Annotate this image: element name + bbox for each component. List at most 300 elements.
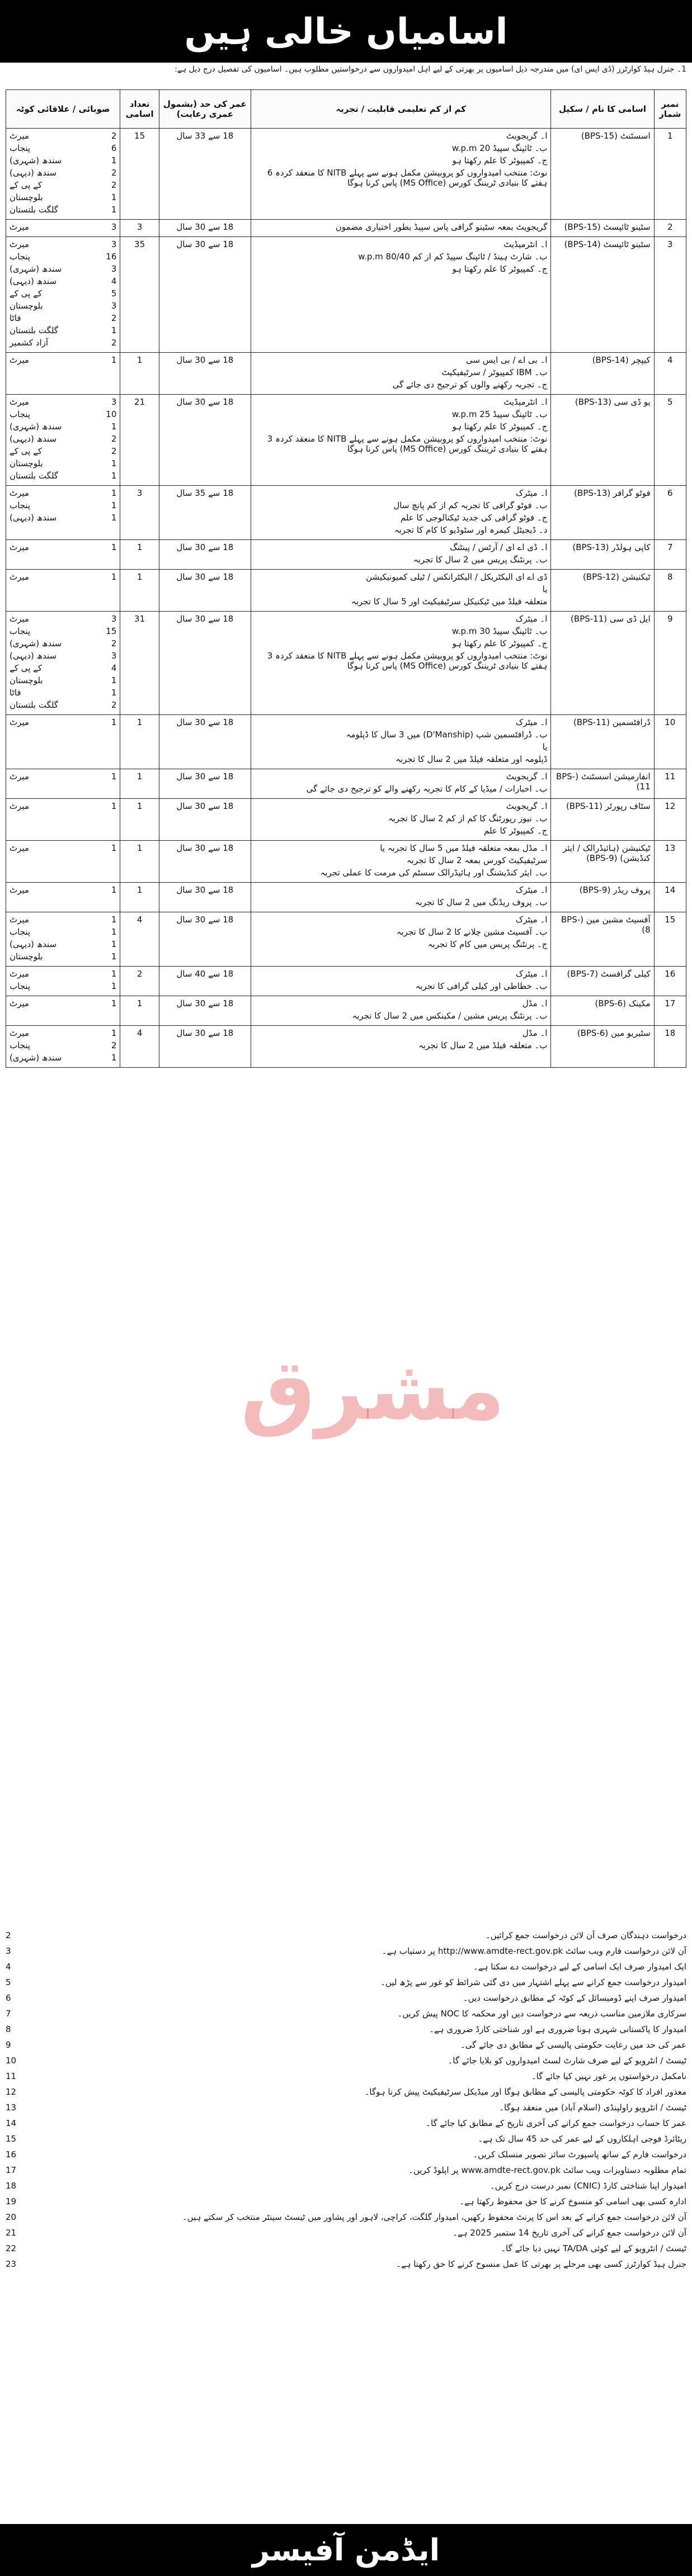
row-title: انفارمیشن اسسٹنٹ (BPS-11) [551, 769, 654, 799]
domicile-entry [10, 981, 116, 993]
row-age: 18 سے 40 سال [159, 967, 251, 996]
domicile-entry [10, 446, 116, 458]
domicile-entry [10, 180, 116, 192]
note-text: آن لائن درخواست جمع کرانے کے بعد اس کا پرنٹ محفوظ رکھیں، امیدوار گلگت، کراچی، لاہور اور پشاور میں ٹیسٹ سینٹر منتخب کر سکتے ہیں۔ [182, 2212, 686, 2222]
row-age: 18 سے 30 سال [159, 395, 251, 486]
row-domicile [6, 799, 120, 841]
domicile-seats: 1 [111, 675, 117, 685]
domicile-entry [10, 675, 116, 688]
note-number: 15 [6, 2134, 17, 2144]
note-item [6, 2163, 686, 2179]
domicile-region: میرٹ [10, 355, 29, 365]
domicile-seats: 3 [111, 301, 117, 311]
row-count: 1 [120, 769, 159, 799]
domicile-region: بلوچستان [10, 458, 43, 468]
domicile-entry [10, 717, 116, 730]
domicile-region: بلوچستان [10, 675, 43, 685]
row-domicile [6, 237, 120, 353]
note-item [6, 2023, 686, 2038]
row-age: 18 سے 30 سال [159, 841, 251, 883]
table-row [6, 353, 686, 395]
row-age: 18 سے 30 سال [159, 912, 251, 967]
domicile-entry [10, 688, 116, 700]
domicile-seats: 2 [111, 446, 117, 456]
row-age: 18 سے 30 سال [159, 612, 251, 715]
note-text: معذور افراد کا کوٹہ حکومتی پالیسی کے مطابق ہوگا اور میڈیکل سرٹیفیکیٹ پیش کرنا ہوگا۔ [364, 2087, 686, 2097]
domicile-entry [10, 572, 116, 584]
row-qualification [251, 769, 551, 799]
domicile-seats: 1 [111, 981, 117, 991]
domicile-region: پنجاب [10, 626, 31, 636]
domicile-entry [10, 638, 116, 651]
note-item [6, 2132, 686, 2148]
row-qualification [251, 540, 551, 570]
row-num: 1 [654, 129, 686, 220]
row-age: 18 سے 30 سال [159, 353, 251, 395]
row-qualification [251, 967, 551, 996]
row-qualification [251, 841, 551, 883]
row-count: 4 [120, 912, 159, 967]
domicile-entry [10, 239, 116, 252]
row-num: 7 [654, 540, 686, 570]
row-num: 11 [654, 769, 686, 799]
note-item [6, 2179, 686, 2195]
table-row [6, 395, 686, 486]
row-num: 17 [654, 996, 686, 1026]
row-age: 18 سے 30 سال [159, 237, 251, 353]
note-number: 14 [6, 2118, 17, 2128]
domicile-entry [10, 969, 116, 981]
note-text: درخواست فارم کے ساتھ پاسپورٹ سائز تصویر منسلک کریں۔ [473, 2149, 686, 2160]
table-row [6, 612, 686, 715]
qualification-line: ب۔ نیوز رپورٹنگ کا کم از کم 2 سال کا تجربہ [388, 813, 548, 823]
row-title: مکینک (BPS-6) [551, 996, 654, 1026]
row-title: ڈرافٹسمین (BPS-11) [551, 715, 654, 769]
qualification-line: ج۔ کمپیوٹر کا علم رکھتا ہو [452, 155, 548, 165]
domicile-region: بلوچستان [10, 192, 43, 202]
domicile-seats: 10 [106, 409, 117, 419]
qualification-line: ج۔ کمپیوٹر کا علم رکھتا ہو [452, 264, 548, 274]
domicile-entry [10, 355, 116, 367]
domicile-region: سندھ (دیہی) [10, 651, 57, 661]
qualification-line: د۔ ڈیجیٹل کیمرہ اور سٹوڈیو کا کام کا تجربہ [394, 525, 548, 535]
note-text: امیدوار اپنا شناختی کارڈ (CNIC) نمبر درست درج کریں۔ [489, 2181, 686, 2191]
qualification-line: ب۔ ایئر کنڈیشنگ اور ہائیڈرالک سسٹم کی مرمت کا عملی تجربہ [320, 868, 548, 878]
note-number: 21 [6, 2228, 17, 2238]
header-age: عمر کی حد (بشمول عمری رعایت) [159, 90, 251, 129]
domicile-region: پنجاب [10, 927, 31, 937]
row-age: 18 سے 30 سال [159, 715, 251, 769]
domicile-entry [10, 434, 116, 446]
row-count: 4 [120, 1026, 159, 1068]
domicile-region: فاٹا [10, 313, 21, 323]
domicile-entry [10, 222, 116, 234]
qualification-line: ب۔ پروف ریڈنگ میں 2 سال کا تجربہ [415, 897, 548, 907]
domicile-entry [10, 951, 116, 964]
row-num: 14 [654, 883, 686, 912]
domicile-entry [10, 801, 116, 813]
row-title: ٹیکنیشن (BPS-12) [551, 570, 654, 612]
qualification-line: ا۔ مڈل [522, 1028, 548, 1038]
domicile-entry [10, 325, 116, 338]
domicile-seats: 15 [106, 626, 117, 636]
note-number: 6 [6, 1993, 11, 2003]
row-count: 1 [120, 570, 159, 612]
domicile-seats: 1 [111, 192, 117, 202]
domicile-entry [10, 700, 116, 712]
row-num: 13 [654, 841, 686, 883]
domicile-seats: 1 [111, 969, 117, 979]
qualification-line: ڈپلومہ اور متعلقہ فیلڈ میں 2 سال کا تجربہ [396, 754, 548, 764]
row-age: 18 سے 30 سال [159, 1026, 251, 1068]
note-number: 9 [6, 2040, 11, 2050]
row-qualification [251, 912, 551, 967]
domicile-region: پنجاب [10, 409, 31, 419]
row-domicile [6, 883, 120, 912]
table-row [6, 769, 686, 799]
domicile-seats: 3 [111, 397, 117, 407]
qualification-line: ا۔ گریجویٹ [506, 801, 548, 811]
domicile-region: میرٹ [10, 222, 29, 232]
note-text: سرکاری ملازمین مناسب ذریعہ سے درخواست دیں اور محکمہ کا NOC پیش کریں۔ [397, 2009, 686, 2019]
header-qualification: کم از کم تعلیمی قابلیت / تجربہ [251, 90, 551, 129]
domicile-entry [10, 626, 116, 638]
row-count: 1 [120, 715, 159, 769]
qualification-line: ب۔ پرنٹنگ پریس میں 2 سال کا تجربہ [413, 555, 548, 565]
domicile-entry [10, 939, 116, 951]
qualification-line: ج۔ تجربہ رکھنے والوں کو ترجیح دی جائے گی [392, 380, 548, 390]
note-number: 23 [6, 2259, 17, 2269]
qualification-line: ب۔ ٹائپنگ سپیڈ 25 w.p.m [451, 409, 548, 419]
row-title: اسسٹنٹ (BPS-15) [551, 129, 654, 220]
row-domicile [6, 769, 120, 799]
row-num: 6 [654, 486, 686, 540]
row-qualification [251, 883, 551, 912]
qualification-line: ب۔ IBM کمپیوٹر / سرٹیفیکیٹ [441, 367, 548, 377]
qualification-line: یا [542, 742, 548, 752]
qualification-line: ج۔ پرنٹنگ پریس میں کام کا تجربہ [427, 939, 548, 949]
qualification-line: ب۔ ٹائپنگ سپیڈ 20 w.p.m [451, 143, 548, 153]
domicile-seats: 1 [111, 1053, 117, 1063]
note-number: 13 [6, 2103, 17, 2113]
row-domicile [6, 540, 120, 570]
domicile-seats: 1 [111, 488, 117, 498]
row-count: 1 [120, 883, 159, 912]
domicile-seats: 3 [111, 614, 117, 624]
domicile-region: میرٹ [10, 542, 29, 552]
note-text: ٹیسٹ / انٹرویو کے لیے صرف شارٹ لسٹ امیدواروں کو بلایا جائے گا۔ [448, 2056, 686, 2066]
domicile-region: سندھ (دیہی) [10, 276, 57, 286]
note-number: 12 [6, 2087, 17, 2097]
note-number: 8 [6, 2024, 11, 2034]
note-text: نامکمل درخواستوں پر غور نہیں کیا جائے گا۔ [531, 2071, 686, 2081]
row-title: کیلی گرافسٹ (BPS-7) [551, 967, 654, 996]
row-age: 18 سے 30 سال [159, 769, 251, 799]
header-count: تعداد اسامی [120, 90, 159, 129]
note-number: 19 [6, 2196, 17, 2206]
row-domicile [6, 486, 120, 540]
domicile-entry [10, 276, 116, 288]
qualification-line: ا۔ انٹرمیڈیٹ [503, 239, 548, 249]
domicile-entry [10, 301, 116, 313]
domicile-region: سندھ (دیہی) [10, 434, 57, 444]
domicile-seats: 3 [111, 239, 117, 249]
note-item [6, 2101, 686, 2116]
qualification-line: ا۔ گریجویٹ [506, 771, 548, 782]
row-count: 1 [120, 799, 159, 841]
domicile-entry [10, 998, 116, 1011]
qualification-line: نوٹ: منتخب امیدواروں کو پروبیشن مکمل ہونے سے پہلے NITB کا منعقد کردہ 6 ہفتے کا بنیادی ٹریننگ کورس (MS Office) پاس کرنا ہوگا [267, 168, 548, 188]
note-text: ریٹائرڈ فوجی اہلکاروں کے لیے عمر کی حد 45 سال تک ہے۔ [478, 2134, 686, 2144]
note-text: جنرل ہیڈ کوارٹرز کسی بھی مرحلے پر بھرتی کا عمل منسوخ کرنے کا حق رکھتا ہے۔ [396, 2259, 686, 2269]
domicile-seats: 1 [111, 939, 117, 949]
domicile-entry [10, 143, 116, 155]
domicile-region: میرٹ [10, 998, 29, 1008]
page-title: اسامیاں خالی ہیں [184, 11, 508, 53]
row-qualification [251, 570, 551, 612]
domicile-entry [10, 192, 116, 205]
domicile-seats: 1 [111, 155, 117, 165]
domicile-seats: 1 [111, 471, 117, 481]
note-item [6, 2242, 686, 2257]
domicile-region: میرٹ [10, 488, 29, 498]
note-number: 2 [6, 1930, 11, 1940]
qualification-line: متعلقہ فیلڈ میں ٹیکنیکل سرٹیفیکیٹ اور 5 سال کا تجربہ [351, 596, 548, 607]
domicile-region: میرٹ [10, 843, 29, 853]
domicile-region: میرٹ [10, 614, 29, 624]
header-domicile: صوبائی / علاقائی کوٹہ [6, 90, 120, 129]
domicile-region: میرٹ [10, 397, 29, 407]
row-count: 15 [120, 129, 159, 220]
domicile-seats: 3 [111, 651, 117, 661]
domicile-region: کے پی کے [10, 288, 43, 299]
row-domicile [6, 715, 120, 769]
domicile-seats: 1 [111, 951, 117, 962]
table-row [6, 996, 686, 1026]
note-text: آن لائن درخواست فارم ویب سائٹ http://www.amdte-rect.gov.pk پر دستیاب ہے۔ [382, 1946, 686, 1956]
row-title: ٹیکنیشن (ہائیڈرالک / ایئر کنڈیشن) (BPS-9) [551, 841, 654, 883]
domicile-seats: 1 [111, 998, 117, 1008]
row-title: پروف ریڈر (BPS-9) [551, 883, 654, 912]
qualification-line: سرٹیفیکیٹ کورس بمعہ 2 سال کا تجربہ [406, 855, 548, 865]
note-text: عمر کی حد میں رعایت حکومتی پالیسی کے مطابق دی جائے گی۔ [460, 2040, 686, 2050]
domicile-seats: 1 [111, 885, 117, 895]
domicile-seats: 2 [111, 180, 117, 190]
row-domicile [6, 220, 120, 237]
qualification-line: ج۔ کمپیوٹر کا علم [483, 826, 548, 836]
domicile-seats: 1 [111, 513, 117, 523]
note-number: 16 [6, 2149, 17, 2160]
domicile-entry [10, 1053, 116, 1065]
domicile-region: بلوچستان [10, 301, 43, 311]
domicile-seats: 1 [111, 927, 117, 937]
domicile-entry [10, 288, 116, 301]
domicile-entry [10, 131, 116, 143]
note-item [6, 1991, 686, 2007]
note-text: ادارہ کسی بھی اسامی کو منسوخ کرنے کا حق محفوظ رکھتا ہے۔ [459, 2196, 686, 2206]
table-row [6, 486, 686, 540]
row-count: 2 [120, 967, 159, 996]
qualification-line: ب۔ ٹائپنگ سپیڈ 30 w.p.m [451, 626, 548, 636]
row-qualification [251, 237, 551, 353]
row-count: 1 [120, 841, 159, 883]
qualification-line: ا۔ میٹرک [515, 969, 548, 979]
domicile-region: میرٹ [10, 885, 29, 895]
table-row [6, 912, 686, 967]
table-row [6, 570, 686, 612]
domicile-entry [10, 663, 116, 675]
row-qualification [251, 612, 551, 715]
row-age: 18 سے 35 سال [159, 486, 251, 540]
row-qualification [251, 395, 551, 486]
domicile-entry [10, 155, 116, 168]
domicile-entry [10, 1040, 116, 1053]
row-age: 18 سے 30 سال [159, 220, 251, 237]
watermark: مشرق [241, 1342, 505, 1439]
domicile-region: میرٹ [10, 771, 29, 782]
row-count: 35 [120, 237, 159, 353]
domicile-seats: 6 [111, 143, 117, 153]
row-age: 18 سے 30 سال [159, 883, 251, 912]
domicile-seats: 3 [111, 264, 117, 274]
notes-list [6, 1929, 686, 2273]
note-number: 22 [6, 2243, 17, 2253]
domicile-entry [10, 313, 116, 325]
domicile-entry [10, 771, 116, 784]
row-count: 21 [120, 395, 159, 486]
qualification-line: یا [542, 584, 548, 594]
row-title: آفسیٹ مشین مین (BPS-8) [551, 912, 654, 967]
note-item [6, 2116, 686, 2132]
table-row [6, 799, 686, 841]
row-num: 12 [654, 799, 686, 841]
row-age: 18 سے 30 سال [159, 996, 251, 1026]
domicile-region: فاٹا [10, 688, 21, 698]
domicile-seats: 2 [111, 168, 117, 178]
row-qualification [251, 486, 551, 540]
domicile-region: کے پی کے [10, 446, 43, 456]
row-num: 4 [654, 353, 686, 395]
note-number: 7 [6, 2009, 11, 2019]
domicile-region: پنجاب [10, 143, 31, 153]
row-count: 3 [120, 220, 159, 237]
row-count: 1 [120, 996, 159, 1026]
domicile-seats: 5 [111, 288, 117, 299]
note-text: ایک امیدوار صرف ایک اسامی کے لیے درخواست دے سکتا ہے۔ [473, 1962, 686, 1972]
note-number: 10 [6, 2056, 17, 2066]
note-item [6, 1976, 686, 1991]
note-number: 20 [6, 2212, 17, 2222]
domicile-seats: 2 [111, 700, 117, 710]
row-domicile [6, 129, 120, 220]
row-count: 1 [120, 540, 159, 570]
qualification-line: ب۔ فوٹو گرافی کا تجربہ کم از کم پانچ سال [393, 500, 548, 510]
row-num: 8 [654, 570, 686, 612]
domicile-region: پنجاب [10, 1040, 31, 1050]
row-domicile [6, 612, 120, 715]
domicile-seats: 2 [111, 338, 117, 348]
table-row [6, 220, 686, 237]
qualification-line: ج۔ کمپیوٹر کا علم رکھتا ہو [452, 422, 548, 432]
domicile-entry [10, 338, 116, 350]
domicile-region: سندھ (دیہی) [10, 939, 57, 949]
table-row [6, 715, 686, 769]
qualification-line: ب۔ شارٹ ہینڈ / ٹائپنگ سپیڈ کم از کم 80/40 w.p.m [358, 252, 548, 262]
qualification-line: ا۔ میٹرک [515, 717, 548, 727]
row-age: 18 سے 30 سال [159, 540, 251, 570]
domicile-seats: 1 [111, 801, 117, 811]
domicile-entry [10, 168, 116, 180]
qualification-line: ج۔ کمپیوٹر کا علم رکھتا ہو [452, 638, 548, 648]
domicile-entry [10, 500, 116, 513]
domicile-entry [10, 252, 116, 264]
domicile-entry [10, 205, 116, 217]
domicile-region: آزاد کشمیر [10, 338, 49, 348]
row-num: 10 [654, 715, 686, 769]
note-item [6, 2007, 686, 2023]
row-qualification [251, 799, 551, 841]
row-num: 15 [654, 912, 686, 967]
note-number: 17 [6, 2165, 17, 2175]
domicile-entry [10, 843, 116, 855]
note-number: 5 [6, 1977, 11, 1987]
qualification-line: نوٹ: منتخب امیدواروں کو پروبیشن مکمل ہونے سے پہلے NITB کا منعقد کردہ 3 ہفتے کا بنیادی ٹریننگ کورس (MS Office) پاس کرنا ہوگا [267, 651, 548, 671]
row-num: 18 [654, 1026, 686, 1068]
note-item [6, 2054, 686, 2070]
footer-signature: ایڈمن آفیسر [252, 2532, 440, 2568]
domicile-seats: 16 [106, 252, 117, 262]
table-row [6, 1026, 686, 1068]
qualification-line: ا۔ مڈل بمعہ متعلقہ فیلڈ میں 5 سال کا تجربہ یا [380, 843, 548, 853]
domicile-region: کے پی کے [10, 180, 43, 190]
domicile-region: گلگت بلتستان [10, 325, 59, 335]
table-row [6, 237, 686, 353]
domicile-seats: 1 [111, 500, 117, 510]
note-text: امیدوار درخواست جمع کرانے سے پہلے اشتہار میں دی گئی شرائط کو غور سے پڑھ لیں۔ [380, 1977, 686, 1987]
note-item [6, 2085, 686, 2101]
row-qualification [251, 1026, 551, 1068]
page-title-banner [0, 0, 692, 63]
domicile-seats: 2 [111, 1040, 117, 1050]
row-domicile [6, 395, 120, 486]
row-count: 1 [120, 353, 159, 395]
row-qualification [251, 129, 551, 220]
row-num: 9 [654, 612, 686, 715]
domicile-seats: 1 [111, 542, 117, 552]
domicile-entry [10, 513, 116, 525]
note-item [6, 2226, 686, 2242]
domicile-region: میرٹ [10, 801, 29, 811]
table-row [6, 883, 686, 912]
row-count: 31 [120, 612, 159, 715]
domicile-seats: 1 [111, 771, 117, 782]
row-title: سٹینو ٹائپسٹ (BPS-14) [551, 237, 654, 353]
qualification-line: ب۔ متعلقہ فیلڈ میں 2 سال کا تجربہ [418, 1040, 548, 1050]
note-text: امیدوار صرف اپنے ڈومیسائل کے کوٹہ کے مطابق درخواست دیں۔ [463, 1993, 686, 2003]
qualification-line: ج۔ فوٹو گرافی کی جدید ٹیکنالوجی کا علم [400, 513, 548, 523]
domicile-seats: 1 [111, 843, 117, 853]
row-num: 5 [654, 395, 686, 486]
domicile-region: کے پی کے [10, 663, 43, 673]
domicile-entry [10, 614, 116, 626]
row-domicile [6, 841, 120, 883]
row-num: 2 [654, 220, 686, 237]
domicile-region: پنجاب [10, 500, 31, 510]
qualification-line: ب۔ پرنٹنگ پریس مشین / مکینکس میں 2 سال کا تجربہ [352, 1011, 548, 1021]
note-text: درخواست دہندگان صرف آن لائن درخواست جمع کرائیں۔ [485, 1930, 686, 1940]
qualification-line: ب۔ ڈرافٹسمین شپ (D'Manship) میں 3 سال کا ڈپلومہ [346, 730, 548, 740]
row-title: سٹیریو مین (BPS-6) [551, 1026, 654, 1068]
